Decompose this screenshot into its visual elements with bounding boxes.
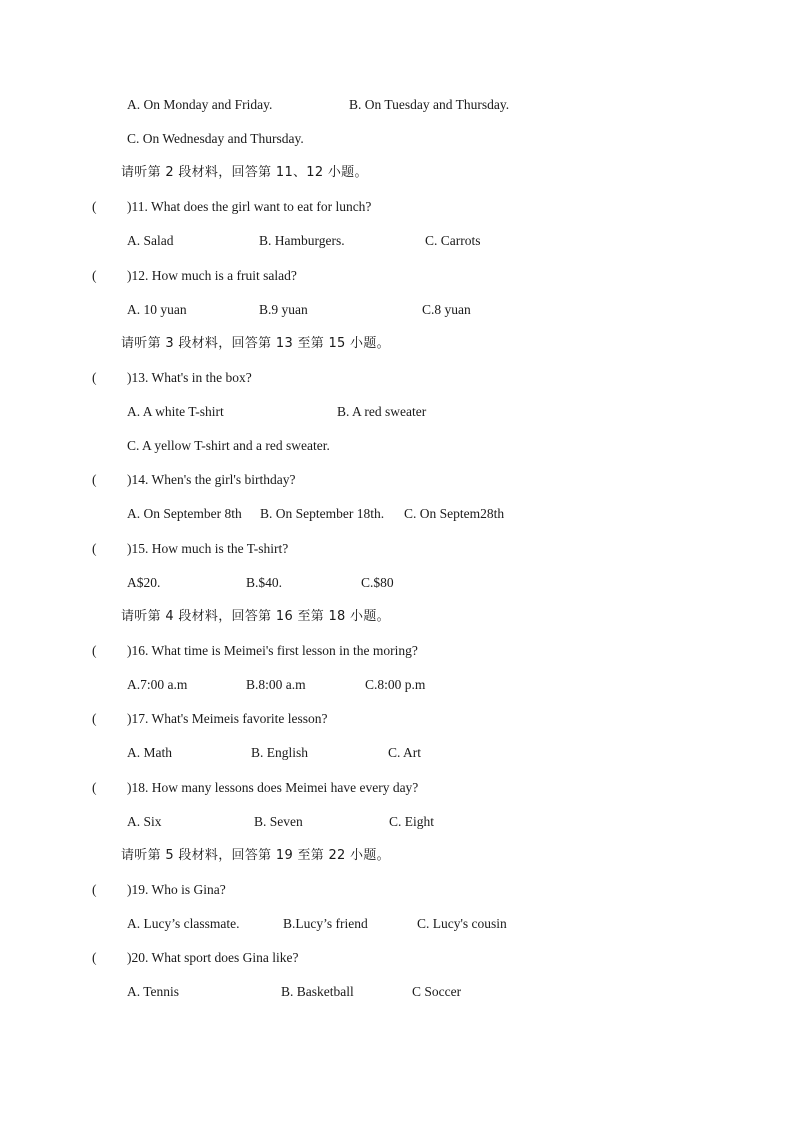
- question-17-text: )17. What's Meimeis favorite lesson?: [127, 711, 328, 726]
- option-a: A. On September 8th: [127, 506, 242, 521]
- section-5-text: 请听第 5 段材料，回答第 19 至第 22 小题。: [121, 848, 390, 863]
- option-row-prev: [0, 95, 794, 115]
- question-19: [0, 880, 794, 900]
- question-13-options: [0, 402, 794, 422]
- option-c: C. Lucy's cousin: [417, 916, 507, 931]
- answer-paren: (: [92, 199, 97, 214]
- option-a: A. On Monday and Friday.: [127, 97, 273, 112]
- option-a: A.7:00 a.m: [127, 677, 188, 692]
- question-16: [0, 641, 794, 661]
- option-c: C. A yellow T-shirt and a red sweater.: [127, 438, 330, 453]
- question-17-options: [0, 743, 794, 763]
- question-13-text: )13. What's in the box?: [127, 370, 252, 385]
- answer-paren: (: [92, 643, 97, 658]
- option-c: C. Art: [388, 745, 422, 760]
- section-3-text: 请听第 3 段材料，回答第 13 至第 15 小题。: [121, 336, 390, 351]
- answer-paren: (: [92, 541, 97, 556]
- option-row-prev-c: [0, 129, 794, 149]
- answer-paren: (: [92, 370, 97, 385]
- option-b: B.8:00 a.m: [246, 677, 306, 692]
- section-2-text: 请听第 2 段材料，回答第 11、12 小题。: [121, 165, 368, 180]
- question-18: [0, 778, 794, 798]
- option-c: C. On Wednesday and Thursday.: [127, 131, 304, 146]
- option-a: A. Salad: [127, 233, 174, 248]
- question-19-options: [0, 914, 794, 934]
- option-b: B. A red sweater: [337, 404, 427, 419]
- option-a: A. 10 yuan: [127, 302, 187, 317]
- question-14-text: )14. When's the girl's birthday?: [127, 472, 296, 487]
- option-c: C.8 yuan: [422, 302, 471, 317]
- question-11-options: [0, 231, 794, 251]
- answer-paren: (: [92, 950, 97, 965]
- answer-paren: (: [92, 711, 97, 726]
- question-17: [0, 709, 794, 729]
- option-a: A. Lucy’s classmate.: [127, 916, 240, 931]
- question-18-text: )18. How many lessons does Meimei have every day?: [127, 780, 419, 795]
- option-b: B. English: [251, 745, 309, 760]
- question-15-text: )15. How much is the T-shirt?: [127, 541, 289, 556]
- question-20-options: [0, 982, 794, 1002]
- option-c: C.$80: [361, 575, 394, 590]
- option-a: A$20.: [127, 575, 161, 590]
- section-heading-2: [0, 163, 794, 183]
- section-heading-5: [0, 846, 794, 866]
- question-12-options: [0, 300, 794, 320]
- question-11-text: )11. What does the girl want to eat for lunch?: [127, 199, 372, 214]
- question-11: [0, 197, 794, 217]
- option-b: B. On September 18th.: [260, 506, 385, 521]
- section-heading-3: [0, 334, 794, 354]
- option-b: B. Basketball: [281, 984, 354, 999]
- question-16-options: [0, 675, 794, 695]
- question-20-text: )20. What sport does Gina like?: [127, 950, 299, 965]
- option-a: A. Math: [127, 745, 172, 760]
- question-15: [0, 539, 794, 559]
- option-c: C. On Septem28th: [404, 506, 505, 521]
- option-b: B.9 yuan: [259, 302, 308, 317]
- question-13-options-c: [0, 436, 794, 456]
- section-4-text: 请听第 4 段材料，回答第 16 至第 18 小题。: [121, 609, 390, 624]
- option-a: A. A white T-shirt: [127, 404, 224, 419]
- question-15-options: [0, 573, 794, 593]
- question-16-text: )16. What time is Meimei's first lesson in the moring?: [127, 643, 418, 658]
- answer-paren: (: [92, 882, 97, 897]
- option-c: C.8:00 p.m: [365, 677, 426, 692]
- option-a: A. Tennis: [127, 984, 180, 999]
- question-19-text: )19. Who is Gina?: [127, 882, 226, 897]
- option-c: C. Eight: [389, 814, 435, 829]
- question-13: [0, 368, 794, 388]
- option-b: B. Hamburgers.: [259, 233, 345, 248]
- question-18-options: [0, 812, 794, 832]
- answer-paren: (: [92, 268, 97, 283]
- option-b: B. On Tuesday and Thursday.: [349, 97, 510, 112]
- question-20: [0, 948, 794, 968]
- question-12: [0, 266, 794, 286]
- option-b: B.Lucy’s friend: [283, 916, 368, 931]
- option-b: B.$40.: [246, 575, 283, 590]
- section-heading-4: [0, 607, 794, 627]
- answer-paren: (: [92, 472, 97, 487]
- question-14-options: [0, 504, 794, 524]
- option-a: A. Six: [127, 814, 162, 829]
- question-14: [0, 470, 794, 490]
- question-12-text: )12. How much is a fruit salad?: [127, 268, 297, 283]
- option-b: B. Seven: [254, 814, 303, 829]
- option-c: C. Carrots: [425, 233, 481, 248]
- option-c: C Soccer: [412, 984, 462, 999]
- answer-paren: (: [92, 780, 97, 795]
